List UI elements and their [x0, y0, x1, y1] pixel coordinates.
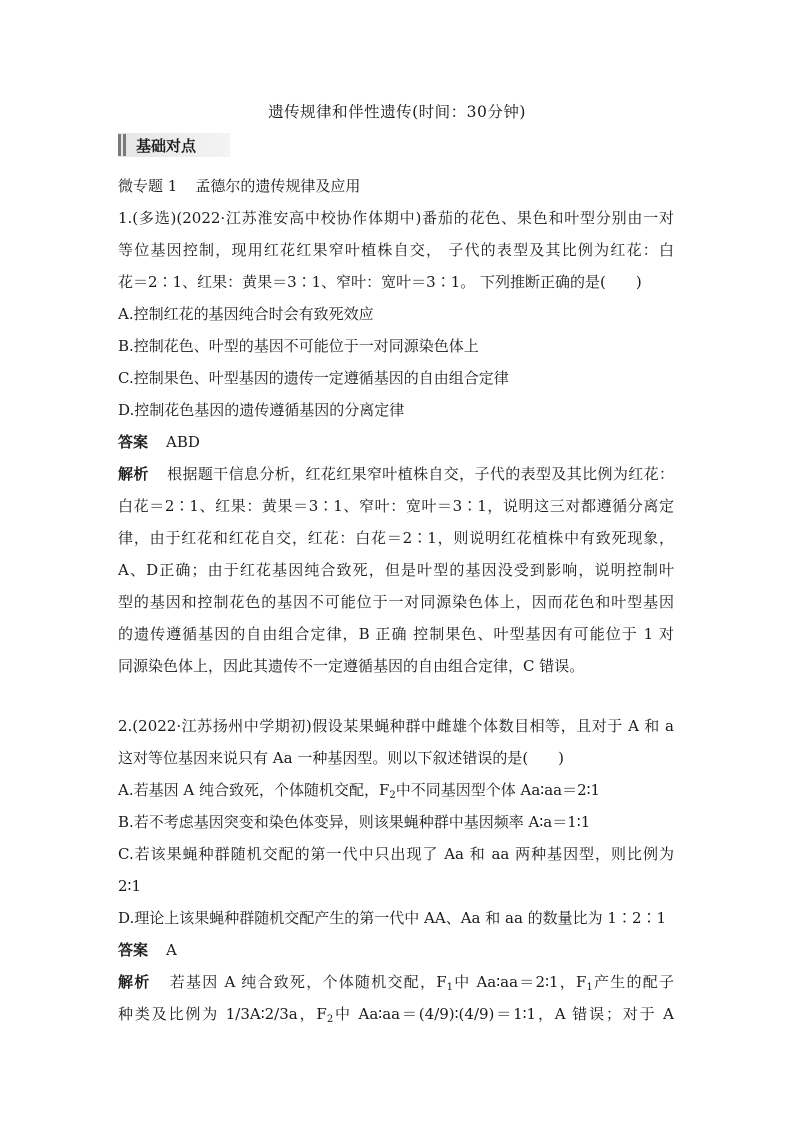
- answer-label: 答案: [118, 941, 149, 959]
- q2-stem-line: 这对等位基因来说只有 Aa 一种基因型。则以下叙述错误的是( ): [118, 749, 565, 767]
- section-label: 基础对点: [136, 137, 197, 155]
- q2-analysis-line: 种类及比例为 1/3A∶2/3a，$F_2$中 Aa∶aa＝(4/9)∶(4/9)＝1∶1，A 错误；对于 A: [118, 1005, 674, 1025]
- q1-stem-line: 花＝2∶1、红果：黄果＝3∶1、窄叶：宽叶＝3∶1。 下列推断正确的是( ): [118, 273, 642, 291]
- q2-answer: [118, 940, 177, 960]
- analysis-label: 解析: [118, 973, 151, 991]
- section-marker: [123, 134, 126, 156]
- analysis-label: 解析: [118, 465, 149, 483]
- q1-option-a: A.控制红花的基因纯合时会有致死效应: [118, 305, 374, 323]
- q1-analysis-line: 同源染色体上，因此其遗传不一定遵循基因的自由组合定律，C 错误。: [118, 657, 585, 675]
- page-title: 遗传规律和伴性遗传(时间：30分钟): [268, 103, 526, 121]
- answer-value: ABD: [166, 433, 200, 451]
- q1-analysis-line: 型的基因和控制花色的基因不可能位于一对同源染色体上，因而花色和叶型基因: [118, 593, 674, 611]
- section-marker: [118, 134, 121, 156]
- subtopic-heading: [118, 176, 360, 196]
- q2-option-d: D.理论上该果蝇种群随机交配产生的第一代中 AA、Aa 和 aa 的数量比为 1∶2∶1: [118, 909, 667, 927]
- q1-analysis-line: 白花＝2∶1、红果：黄果＝3∶1、窄叶：宽叶＝3∶1，说明这三对都遵循分离定: [118, 497, 674, 515]
- q1-stem-line: 等位基因控制，现用红花红果窄叶植株自交， 子代的表型及其比例为红花：白: [118, 241, 674, 259]
- q1-stem-line: 1.(多选)(2022·江苏淮安高中校协作体期中)番茄的花色、果色和叶型分别由一对: [118, 209, 674, 227]
- q1-option-c: C.控制果色、叶型基因的遗传一定遵循基因的自由组合定律: [118, 369, 509, 387]
- q2-option-c: C.若该果蝇种群随机交配的第一代中只出现了 Aa 和 aa 两种基因型，则比例为: [118, 845, 674, 863]
- q2-analysis-line: 解析 若基因 A 纯合致死，个体随机交配，$F_1$中 Aa∶aa＝2∶1，$F_1$产生的配子: [118, 973, 674, 993]
- q1-option-b: B.控制花色、叶型的基因不可能位于一对同源染色体上: [118, 337, 479, 355]
- q1-analysis-line: 的遗传遵循基因的自由组合定律，B 正确 控制果色、叶型基因有可能位于 1 对: [118, 625, 674, 643]
- q1-analysis-line: 解析 根据题干信息分析，红花红果窄叶植株自交，子代的表型及其比例为红花：: [118, 465, 674, 483]
- section-header: [118, 133, 230, 157]
- q1-analysis-line: A、D正确；由于红花基因纯合致死，但是叶型的基因没受到影响，说明控制叶: [118, 561, 674, 579]
- answer-value: A: [166, 941, 177, 959]
- q2-stem-line: 2.(2022·江苏扬州中学期初)假设某果蝇种群中雌雄个体数目相等，且对于 A 和 a: [118, 717, 674, 735]
- q2-option-c-cont: 2∶1: [118, 877, 141, 895]
- subtopic-name: 孟德尔的遗传规律及应用: [195, 177, 361, 195]
- answer-label: 答案: [118, 433, 149, 451]
- q1-answer: [118, 432, 200, 452]
- q1-analysis-line: 律，由于红花和红花自交，红花：白花＝2∶1，则说明红花植株中有致死现象，: [118, 529, 674, 547]
- q2-option-a: A.若基因 A 纯合致死，个体随机交配，$F_2$中不同基因型个体 Aa∶aa＝2∶1: [118, 781, 601, 801]
- q2-option-b: B.若不考虑基因突变和染色体变异，则该果蝇种群中基因频率 A∶a＝1∶1: [118, 813, 591, 831]
- subtopic-label: 微专题 1: [118, 177, 178, 195]
- q1-option-d: D.控制花色基因的遗传遵循基因的分离定律: [118, 401, 405, 419]
